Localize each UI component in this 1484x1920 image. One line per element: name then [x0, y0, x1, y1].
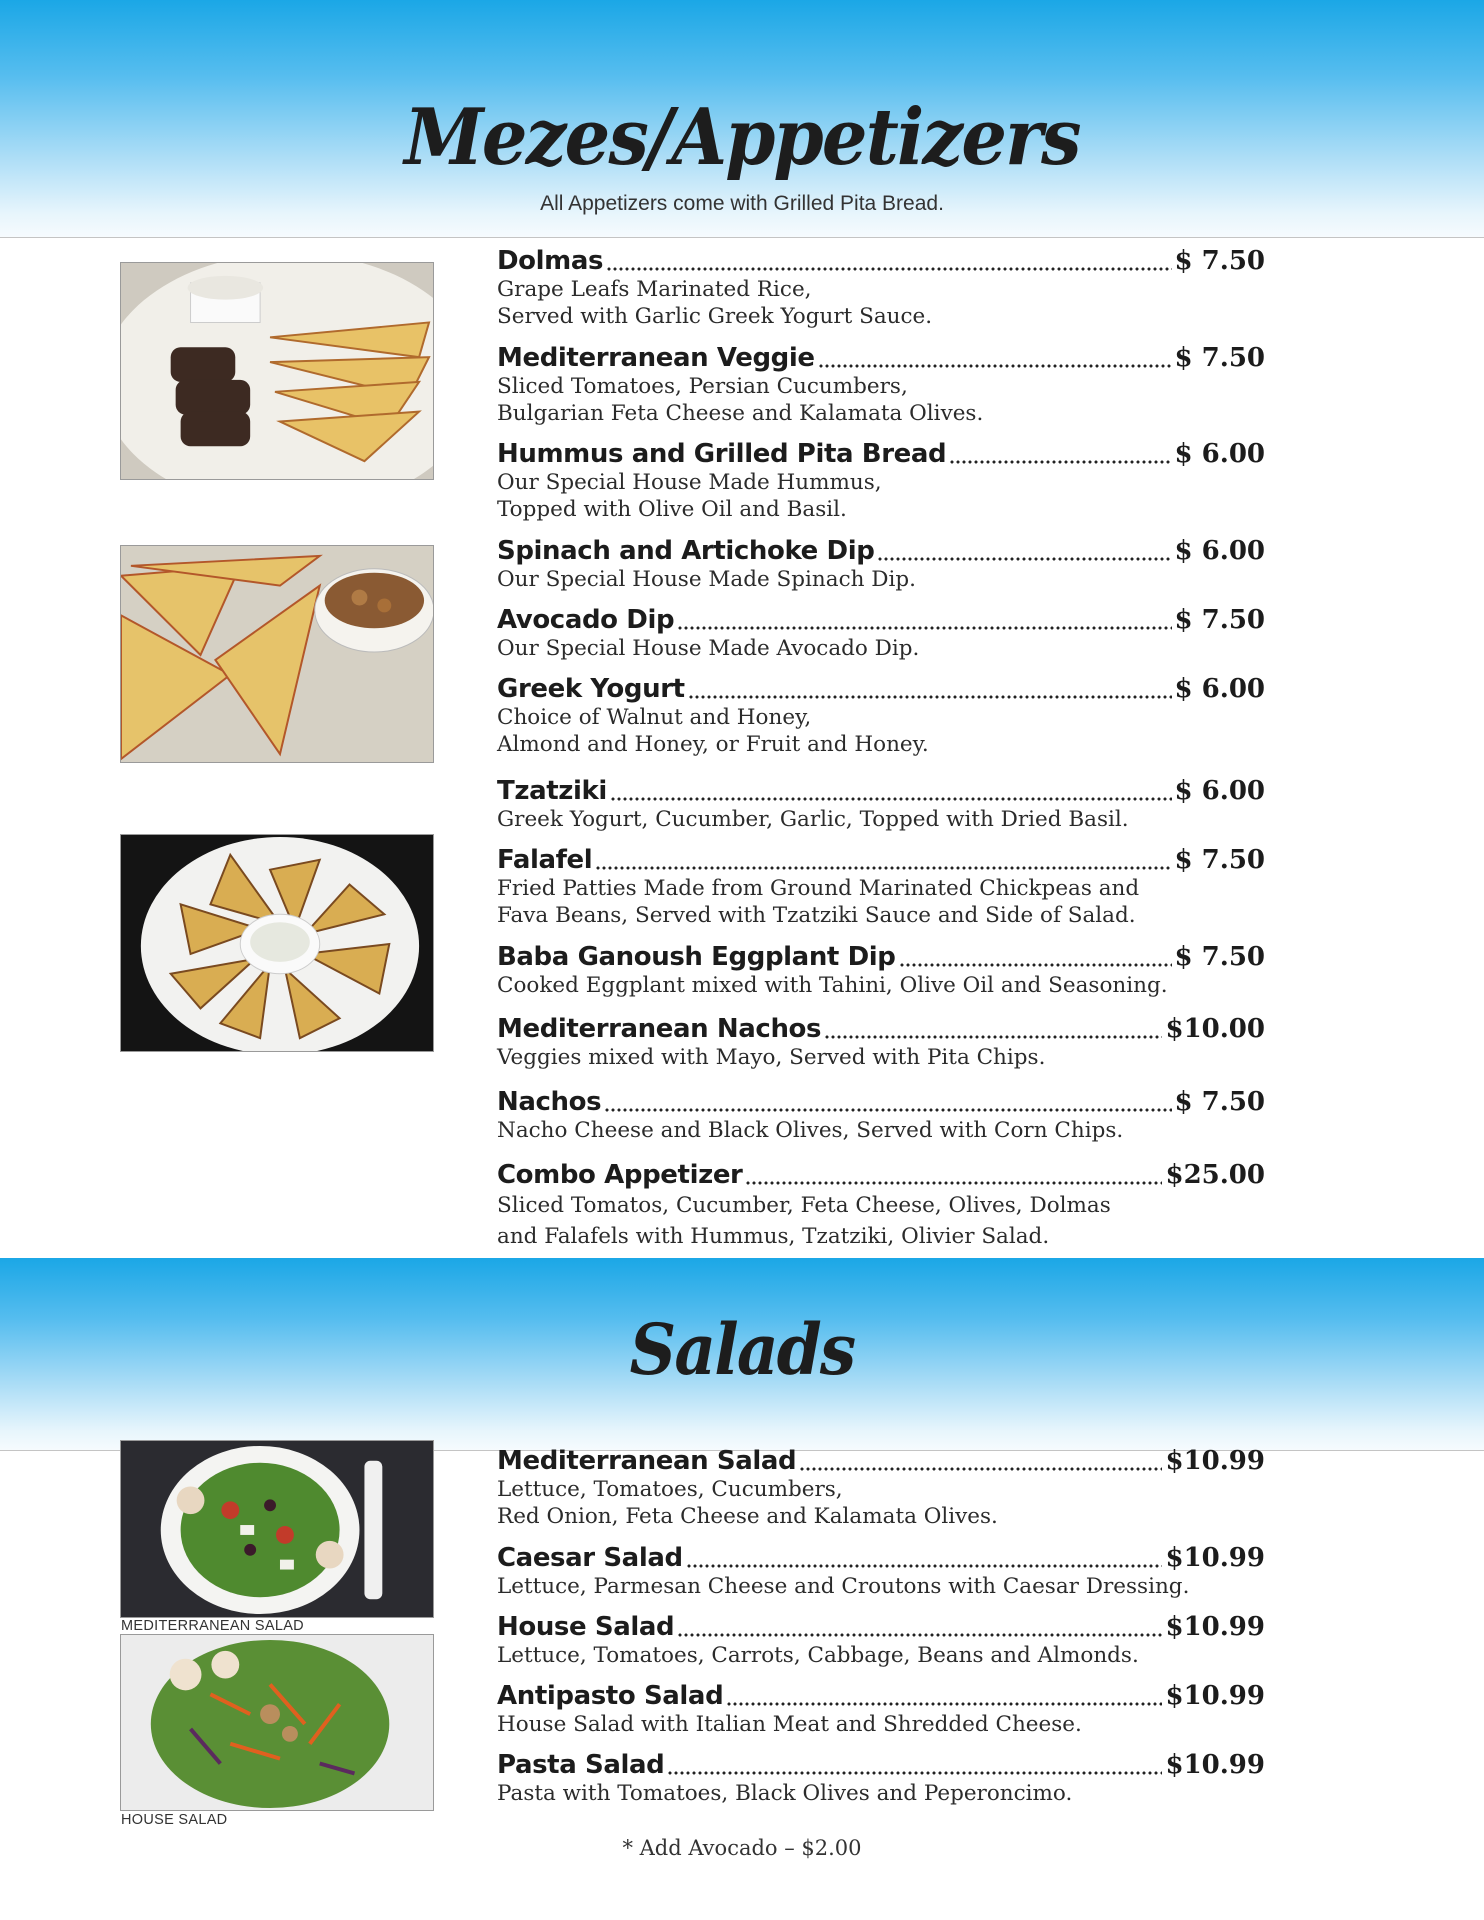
appetizers-subtitle: All Appetizers come with Grilled Pita Bread. [540, 192, 944, 215]
menu-item [497, 246, 1265, 330]
item-price: $ 6.00 [1174, 439, 1265, 469]
dot-leader [595, 865, 1171, 871]
item-price: $ 6.00 [1174, 674, 1265, 704]
item-description: Lettuce, Tomatoes, Cucumbers, Red Onion, Feta Cheese and Kalamata Olives. [497, 1477, 998, 1529]
menu-item [497, 1750, 1265, 1807]
item-description: Cooked Eggplant mixed with Tahini, Olive Oil and Seasoning. [497, 973, 1168, 998]
item-price: $ 6.00 [1174, 536, 1265, 566]
dot-leader [677, 1632, 1162, 1638]
item-description: Our Special House Made Avocado Dip. [497, 636, 920, 661]
item-name: Pasta Salad [497, 1750, 665, 1780]
item-description: Lettuce, Parmesan Cheese and Croutons with Caesar Dressing. [497, 1574, 1190, 1599]
item-name: Mediterranean Salad [497, 1446, 797, 1476]
menu-item [497, 674, 1265, 758]
item-name: Avocado Dip [497, 605, 675, 635]
dot-leader [877, 556, 1171, 562]
dot-leader [949, 459, 1171, 465]
item-price: $10.99 [1165, 1543, 1265, 1573]
item-description: Our Special House Made Spinach Dip. [497, 567, 916, 592]
dot-leader [604, 1107, 1171, 1113]
salads-title: Salads [629, 1308, 855, 1391]
item-name: Caesar Salad [497, 1543, 683, 1573]
menu-item [497, 1087, 1265, 1144]
item-price: $10.99 [1165, 1612, 1265, 1642]
dot-leader [677, 625, 1171, 631]
dot-leader [610, 796, 1172, 802]
menu-item [497, 1543, 1265, 1600]
item-name: Spinach and Artichoke Dip [497, 536, 875, 566]
item-description: House Salad with Italian Meat and Shredded Cheese. [497, 1712, 1082, 1737]
item-price: $25.00 [1165, 1160, 1265, 1190]
dot-leader [745, 1180, 1162, 1186]
item-description: Nacho Cheese and Black Olives, Served with Corn Chips. [497, 1118, 1124, 1143]
item-price: $10.99 [1165, 1750, 1265, 1780]
house-salad-photo [120, 1634, 434, 1811]
item-name: Baba Ganoush Eggplant Dip [497, 942, 896, 972]
item-name: Mediterranean Veggie [497, 343, 815, 373]
item-name: Combo Appetizer [497, 1160, 743, 1190]
dot-leader [606, 266, 1171, 272]
dot-leader [799, 1466, 1162, 1472]
item-description: Sliced Tomatos, Cucumber, Feta Cheese, Olives, Dolmas and Falafels with Hummus, Tzatziki, Olivier Salad. [497, 1193, 1111, 1249]
item-description: Our Special House Made Hummus, Topped with Olive Oil and Basil. [497, 470, 882, 522]
item-price: $10.99 [1165, 1446, 1265, 1476]
tzatziki-pita-photo [120, 834, 434, 1052]
item-description: Greek Yogurt, Cucumber, Garlic, Topped with Dried Basil. [497, 807, 1129, 832]
dot-leader [818, 363, 1172, 369]
dot-leader [686, 1563, 1163, 1569]
item-price: $ 6.00 [1174, 776, 1265, 806]
menu-item [497, 845, 1265, 929]
house-salad-caption: HOUSE SALAD [121, 1812, 228, 1828]
dolmas-photo [120, 262, 434, 480]
item-price: $ 7.50 [1174, 1087, 1265, 1117]
item-description: Grape Leafs Marinated Rice, Served with Garlic Greek Yogurt Sauce. [497, 277, 933, 329]
hummus-pita-photo [120, 545, 434, 763]
item-name: Mediterranean Nachos [497, 1014, 822, 1044]
item-price: $ 7.50 [1174, 343, 1265, 373]
menu-item [497, 605, 1265, 662]
menu-item [497, 343, 1265, 427]
mediterranean-salad-caption: MEDITERRANEAN SALAD [121, 1618, 304, 1634]
dot-leader [688, 694, 1172, 700]
menu-item [497, 776, 1265, 833]
item-description: Pasta with Tomatoes, Black Olives and Peperoncimo. [497, 1781, 1073, 1806]
item-name: Greek Yogurt [497, 674, 685, 704]
menu-item [497, 942, 1265, 999]
menu-item [497, 1446, 1265, 1530]
dot-leader [899, 962, 1172, 968]
item-price: $10.99 [1165, 1681, 1265, 1711]
mediterranean-salad-photo [120, 1440, 434, 1618]
item-name: Dolmas [497, 246, 604, 276]
menu-item [497, 1160, 1265, 1252]
item-name: Hummus and Grilled Pita Bread [497, 439, 947, 469]
menu-item [497, 536, 1265, 593]
item-description: Veggies mixed with Mayo, Served with Pita Chips. [497, 1045, 1046, 1070]
item-name: Tzatziki [497, 776, 607, 806]
item-name: Antipasto Salad [497, 1681, 724, 1711]
item-price: $10.00 [1165, 1014, 1265, 1044]
item-price: $ 7.50 [1174, 246, 1265, 276]
appetizers-title: Mezes/Appetizers [404, 92, 1080, 183]
item-name: Falafel [497, 845, 593, 875]
item-price: $ 7.50 [1174, 942, 1265, 972]
dot-leader [824, 1034, 1162, 1040]
dot-leader [667, 1770, 1162, 1776]
dot-leader [726, 1701, 1162, 1707]
item-price: $ 7.50 [1174, 605, 1265, 635]
menu-item [497, 1681, 1265, 1738]
menu-item [497, 439, 1265, 523]
item-name: House Salad [497, 1612, 675, 1642]
item-name: Nachos [497, 1087, 602, 1117]
item-description: Sliced Tomatoes, Persian Cucumbers, Bulgarian Feta Cheese and Kalamata Olives. [497, 374, 984, 426]
add-avocado-note: * Add Avocado – $2.00 [622, 1836, 862, 1860]
item-price: $ 7.50 [1174, 845, 1265, 875]
item-description: Lettuce, Tomatoes, Carrots, Cabbage, Beans and Almonds. [497, 1643, 1139, 1668]
item-description: Fried Patties Made from Ground Marinated Chickpeas and Fava Beans, Served with Tzatziki Sauce and Side of Salad. [497, 876, 1140, 928]
menu-item [497, 1612, 1265, 1669]
menu-item [497, 1014, 1265, 1071]
item-description: Choice of Walnut and Honey, Almond and Honey, or Fruit and Honey. [497, 705, 929, 757]
